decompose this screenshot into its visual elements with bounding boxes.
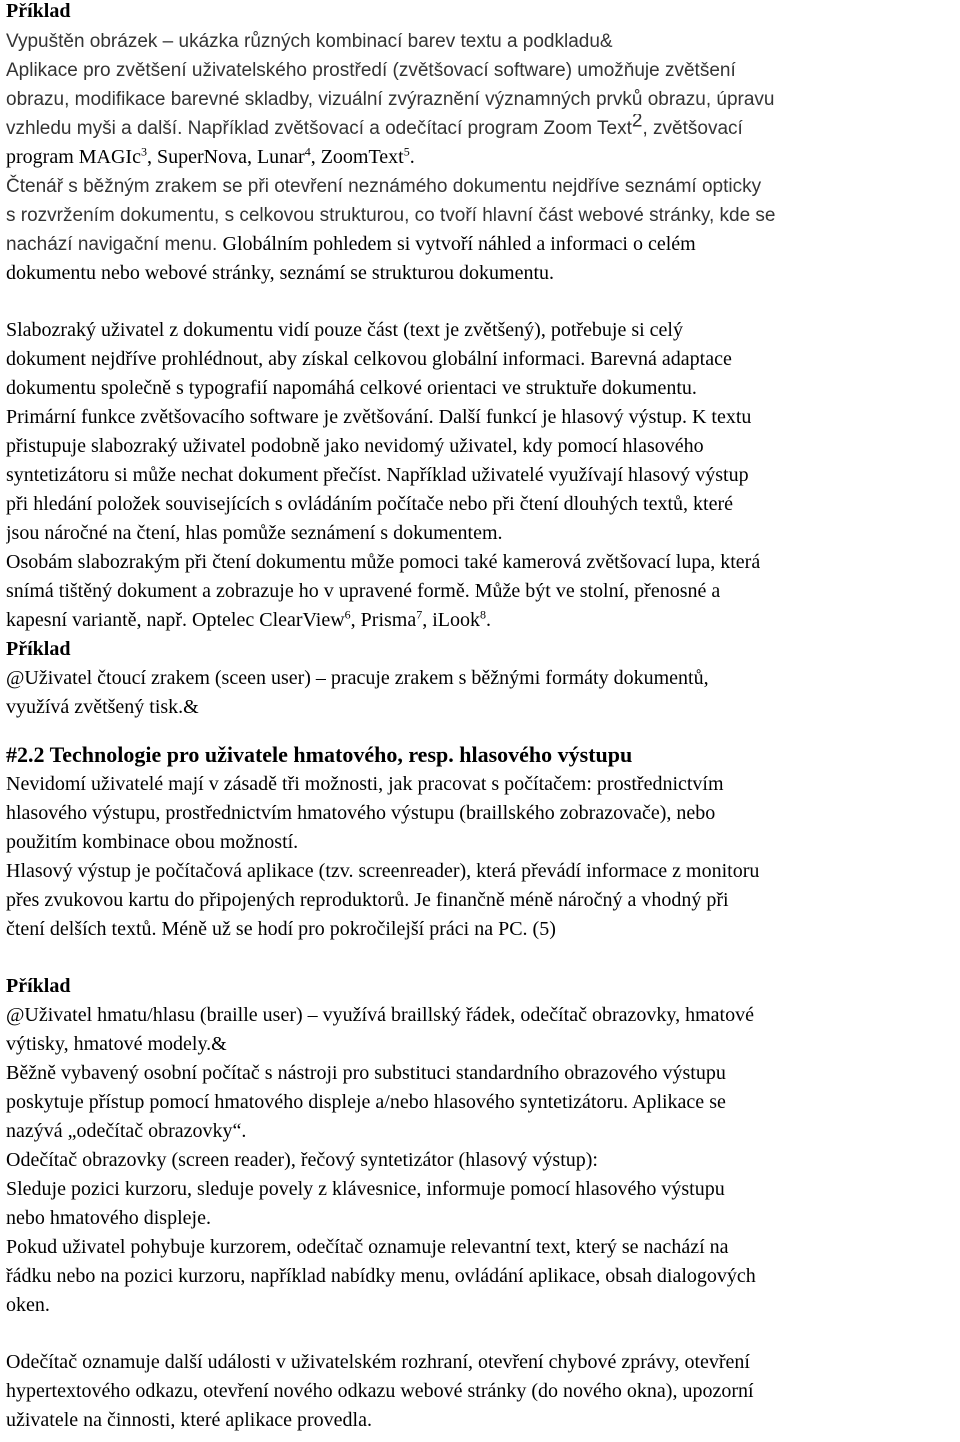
text-line: přes zvukovou kartu do připojených reproduktorů. Je finančně méně náročný a vhodný při <box>6 889 729 911</box>
text-line: využívá zvětšený tisk.& <box>6 696 199 718</box>
text-line: přistupuje slabozraký uživatel podobně jako nevidomý uživatel, kdy pomocí hlasového <box>6 435 704 457</box>
example-heading: Příklad <box>6 0 71 22</box>
text-line: Běžně vybavený osobní počítač s nástroji pro substituci standardního obrazového výstupu <box>6 1062 726 1084</box>
text-line: dokumentu společně s typografií napomáhá celkové orientaci ve struktuře dokumentu. <box>6 377 697 399</box>
text-line: Hlasový výstup je počítačová aplikace (tzv. screenreader), která převádí informace z monitoru <box>6 860 760 882</box>
text-line: řádku nebo na pozici kurzoru, například nabídky menu, ovládání aplikace, obsah dialogových <box>6 1265 756 1287</box>
text-line: Odečítač oznamuje další události v uživatelském rozhraní, otevření chybové zprávy, otevření <box>6 1351 750 1373</box>
text-line: Pokud uživatel pohybuje kurzorem, odečítač oznamuje relevantní text, který se nachází na <box>6 1236 729 1258</box>
text-line: s rozvržením dokumentu, s celkovou strukturou, co tvoří hlavní část webové stránky, kde se <box>6 205 776 226</box>
text-line: výtisky, hmatové modely.& <box>6 1033 227 1055</box>
text-line: oken. <box>6 1294 50 1316</box>
text-line: @Uživatel čtoucí zrakem (sceen user) – pracuje zrakem s běžnými formáty dokumentů, <box>6 667 709 689</box>
text-line: jsou náročné na čtení, hlas pomůže seznámení s dokumentem. <box>6 522 503 544</box>
text-line: dokument nejdříve prohlédnout, aby získal celkovou globální informaci. Barevná adaptace <box>6 348 732 370</box>
text-line: při hledání položek souvisejících s ovládáním počítače nebo při čtení dlouhých textů, které <box>6 493 734 515</box>
example-heading: Příklad <box>6 975 71 997</box>
text-line: Odečítač obrazovky (screen reader), řečový syntetizátor (hlasový výstup): <box>6 1149 598 1171</box>
text-line: nazývá „odečítač obrazovky“. <box>6 1120 247 1142</box>
text-line: Osobám slabozrakým při čtení dokumentu může pomoci také kamerová zvětšovací lupa, která <box>6 551 761 573</box>
text-line: Nevidomí uživatelé mají v zásadě tři možnosti, jak pracovat s počítačem: prostřednictvím <box>6 773 724 795</box>
text-line: syntetizátoru si může nechat dokument přečíst. Například uživatelé využívají hlasový výstup <box>6 464 749 486</box>
text-line: Vypuštěn obrázek – ukázka různých kombinací barev textu a podkladu& <box>6 31 613 52</box>
text-line: nachází navigační menu. Globálním pohledem si vytvoří náhled a informaci o celém <box>6 233 696 255</box>
text-line: hlasového výstupu, prostřednictvím hmatového výstupu (braillského zobrazovače), nebo <box>6 802 716 824</box>
text-line: Sleduje pozici kurzoru, sleduje povely z klávesnice, informuje pomocí hlasového výstupu <box>6 1178 725 1200</box>
text-line: @Uživatel hmatu/hlasu (braille user) – využívá braillský řádek, odečítač obrazovky, hmatové <box>6 1004 754 1026</box>
example-heading: Příklad <box>6 638 71 660</box>
text-line: vzhledu myši a další. Například zvětšovací a odečítací program Zoom Text$^2$, zvětšovací <box>6 114 743 139</box>
text-line: dokumentu nebo webové stránky, seznámí se strukturou dokumentu. <box>6 262 555 284</box>
text-line: program MAGIc$^3$, SuperNova, Lunar$^4$, ZoomText$^5$. <box>6 144 415 168</box>
text-line: hypertextového odkazu, otevření nového odkazu webové stránky (do nového okna), upozorní <box>6 1380 754 1402</box>
text-line: použitím kombinace obou možností. <box>6 831 299 853</box>
text-line: Aplikace pro zvětšení uživatelského prostředí (zvětšovací software) umožňuje zvětšení <box>6 60 736 81</box>
text-line: Primární funkce zvětšovacího software je zvětšování. Další funkcí je hlasový výstup. K textu <box>6 406 752 428</box>
text-line: obrazu, modifikace barevné skladby, vizuální zvýraznění významných prvků obrazu, úpravu <box>6 89 775 110</box>
text-line: Slabozraký uživatel z dokumentu vidí pouze část (text je zvětšený), potřebuje si celý <box>6 319 683 341</box>
text-line: uživatele na činnosti, které aplikace provedla. <box>6 1409 372 1431</box>
text-line: Čtenář s běžným zrakem se při otevření neznámého dokumentu nejdříve seznámí opticky <box>6 176 762 197</box>
text-line: čtení delších textů. Méně už se hodí pro pokročilejší práci na PC. (5) <box>6 918 556 940</box>
text-line: nebo hmatového displeje. <box>6 1207 211 1229</box>
section-heading: #2.2 Technologie pro uživatele hmatového, resp. hlasového výstupu <box>6 742 633 767</box>
text-line: kapesní variantě, např. Optelec ClearView$^6$, Prisma$^7$, iLook$^8$. <box>6 607 491 631</box>
text-line: snímá tištěný dokument a zobrazuje ho v upravené formě. Může být ve stolní, přenosné a <box>6 580 721 602</box>
text-line: poskytuje přístup pomocí hmatového displeje a/nebo hlasového syntetizátoru. Aplikace se <box>6 1091 726 1113</box>
